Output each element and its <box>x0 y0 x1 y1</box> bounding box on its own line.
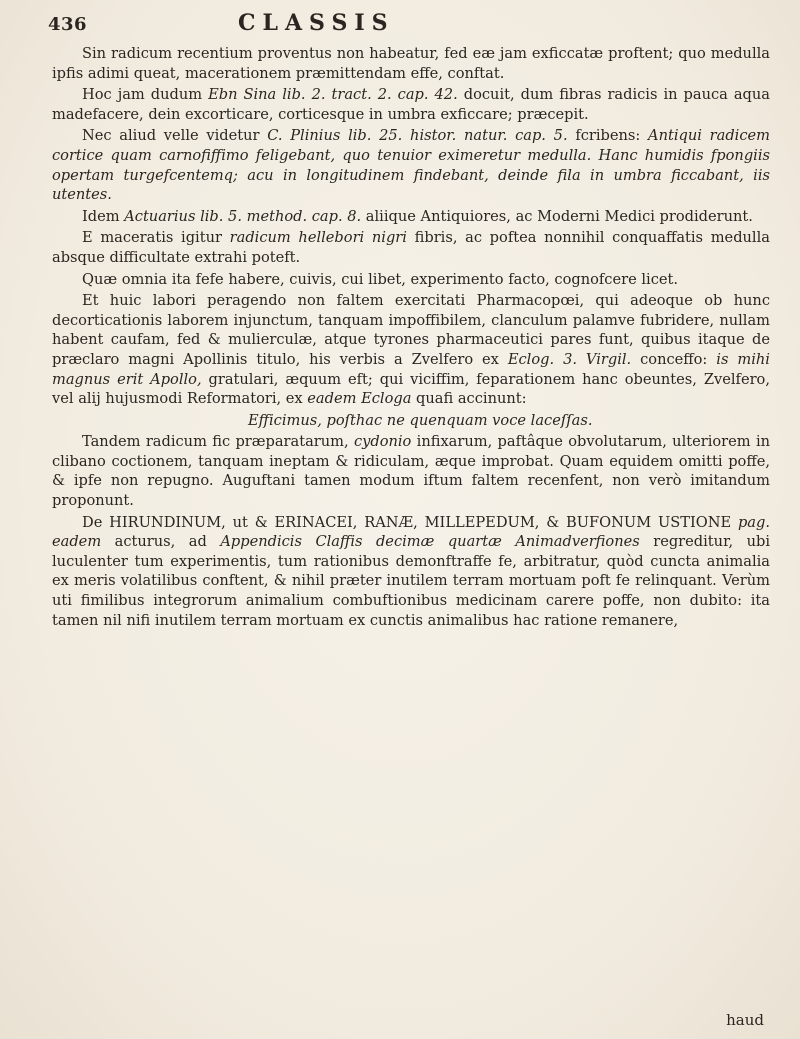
text-run: fcribens: <box>567 127 649 145</box>
catchword: haud <box>726 1011 764 1029</box>
text-run: regreditur, ubi luculenter tum experimentis, tum rationibus demonftraffe fe, arbitratur, quòd cuncta animalia ex meris volatilibus conftent, & nihil præter inutilem terram mortuam poft fe relinquant. Verùm uti fimilibus integrorum animalium combuftionibus medicinam carere poffe, non dubito: ita tamen nil nifi inutilem terram mortuam ex cunctis animalibus hac ratione remanere, <box>52 533 770 629</box>
paragraph <box>52 432 770 510</box>
text-run: gratulari, æquum eft; qui viciffim, feparationem hanc obeuntes, Zvelfero, vel alij hujusmodi Reformatori, ex <box>52 370 770 408</box>
paragraph <box>52 126 770 204</box>
paragraph <box>52 228 770 267</box>
body-text <box>52 44 770 630</box>
italic-run: cydonio <box>353 433 412 451</box>
page-number: 436 <box>48 14 88 35</box>
text-run: Tandem radicum fic præparatarum, <box>82 433 354 451</box>
text-run: Et huic labori peragendo non faltem exercitati Pharmacopœi, qui adeoque ob hunc decorticationis laborem injunctum, tanquam impoffibilem, clanculum palamve fubridere, nullam habent caufam, fed & mulierculæ, atque tyrones pharmaceutici pares funt, quibus itaque de præclaro magni Apollinis titulo, his verbis a Zvelfero ex <box>52 292 770 368</box>
italic-run: radicum hellebori nigri <box>229 229 407 247</box>
text-run: Nec aliud velle videtur <box>82 127 268 145</box>
paragraph <box>52 44 770 83</box>
running-head: CLASSIS <box>238 10 395 36</box>
italic-run: Antiqui radicem cortice quam carnofiffimo feligebant, quo tenuior eximeretur medulla. Hanc humidis fpongiis opertam turgefcentemq; acu in longitudinem findebant, deinde fila in umbra ficcabant, iis utentes. <box>52 127 770 204</box>
text-run: Quæ omnia ita fefe habere, cuivis, cui libet, experimento facto, cognofcere licet. <box>82 270 679 288</box>
text-run: De HIRUNDINUM, ut & ERINACEI, RANÆ, MILLEPEDUM, & BUFONUM USTIONE <box>82 513 738 531</box>
paragraph <box>52 270 770 290</box>
text-run: E maceratis igitur <box>82 229 230 247</box>
text-run: quafi accinunt: <box>411 390 527 408</box>
italic-run: eadem Ecloga <box>307 390 412 408</box>
text-run: conceffo: <box>631 350 717 368</box>
paragraph <box>52 291 770 409</box>
text-run: Sin radicum recentium proventus non habeatur, fed eæ jam exficcatæ proftent; quo medulla ipfis adimi queat, macerationem præmittendam effe, conftat. <box>52 45 770 82</box>
text-run: acturus, ad <box>101 533 221 551</box>
paragraph <box>52 207 770 227</box>
italic-run: is mihi magnus erit Apollo, <box>52 350 770 388</box>
text-run: docuit, dum fibras radicis in pauca aqua madefacere, dein excorticare, corticesque in umbra exficcare; præcepit. <box>52 86 770 123</box>
italic-run: Appendicis Claffis decimæ quartæ Animadverfiones <box>220 533 640 551</box>
paragraph <box>52 85 770 124</box>
text-run: Idem <box>82 207 125 225</box>
italic-run: Efficimus, poſthac ne quenquam voce laceſſas. <box>248 411 593 429</box>
verse-line <box>52 411 770 431</box>
paragraph <box>52 513 770 631</box>
text-run: aliique Antiquiores, ac Moderni Medici prodiderunt. <box>361 207 753 225</box>
italic-run: Eclog. 3. Virgil. <box>507 350 632 368</box>
italic-run: pag. eadem <box>52 513 770 551</box>
text-run: fibris, ac poftea nonnihil conquaffatis medulla absque difficultate extrahi poteft. <box>52 229 770 266</box>
text-run: infixarum, paftâque obvolutarum, ulteriorem in clibano coctionem, tanquam ineptam & ridiculam, æque improbat. Quam equidem omitti poffe, & ipfe non repugno. Auguftani tamen modum iftum faltem recenfent, non verò imitandum proponunt. <box>52 433 771 510</box>
text-run: Hoc jam dudum <box>82 86 209 104</box>
italic-run: Actuarius lib. 5. method. cap. 8. <box>124 207 362 225</box>
page-header <box>48 6 768 42</box>
italic-run: Ebn Sina lib. 2. tract. 2. cap. 42. <box>208 86 458 104</box>
italic-run: C. Plinius lib. 25. histor. natur. cap. 5. <box>267 127 568 145</box>
